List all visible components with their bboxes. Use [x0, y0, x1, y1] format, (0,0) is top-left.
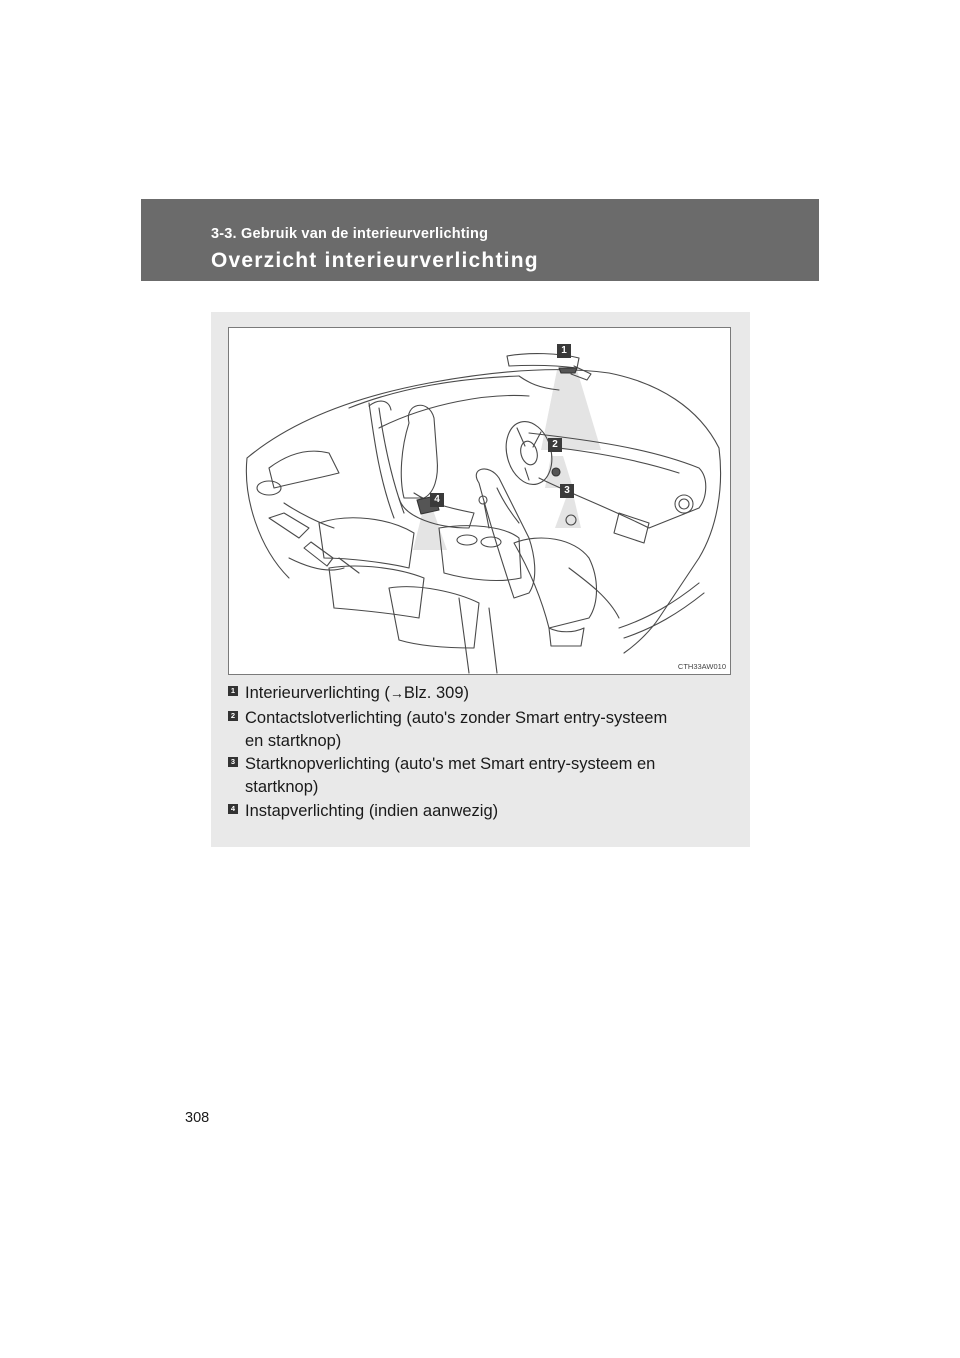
legend-text: Instapverlichting (indien aanwezig)	[245, 802, 499, 820]
figure-code: CTH33AW010	[677, 662, 726, 671]
car-interior-drawing	[229, 328, 731, 675]
legend-number: 1	[228, 686, 238, 696]
legend-text: Interieurverlichting (→Blz. 309)	[245, 684, 470, 702]
callout-1: 1	[557, 344, 571, 358]
legend-number: 2	[228, 711, 238, 721]
legend-text: Contactslotverlichting (auto's zonder Smart entry-systeem en startknop)	[245, 709, 668, 750]
chapter-header	[141, 199, 819, 281]
callout-2: 2	[548, 438, 562, 452]
legend-number: 4	[228, 804, 238, 814]
section-label: 3-3. Gebruik van de interieurverlichting	[211, 226, 489, 242]
callout-3: 3	[560, 484, 574, 498]
illustration-panel	[211, 312, 750, 847]
page-number: 308	[185, 1110, 210, 1126]
interior-illustration	[228, 327, 731, 675]
page-title: Overzicht interieurverlichting	[211, 249, 539, 272]
legend-text: Startknopverlichting (auto's met Smart entry-systeem en startknop)	[245, 755, 656, 796]
callout-4: 4	[430, 493, 444, 507]
arrow-icon: →	[389, 685, 404, 701]
legend-number: 3	[228, 757, 238, 767]
